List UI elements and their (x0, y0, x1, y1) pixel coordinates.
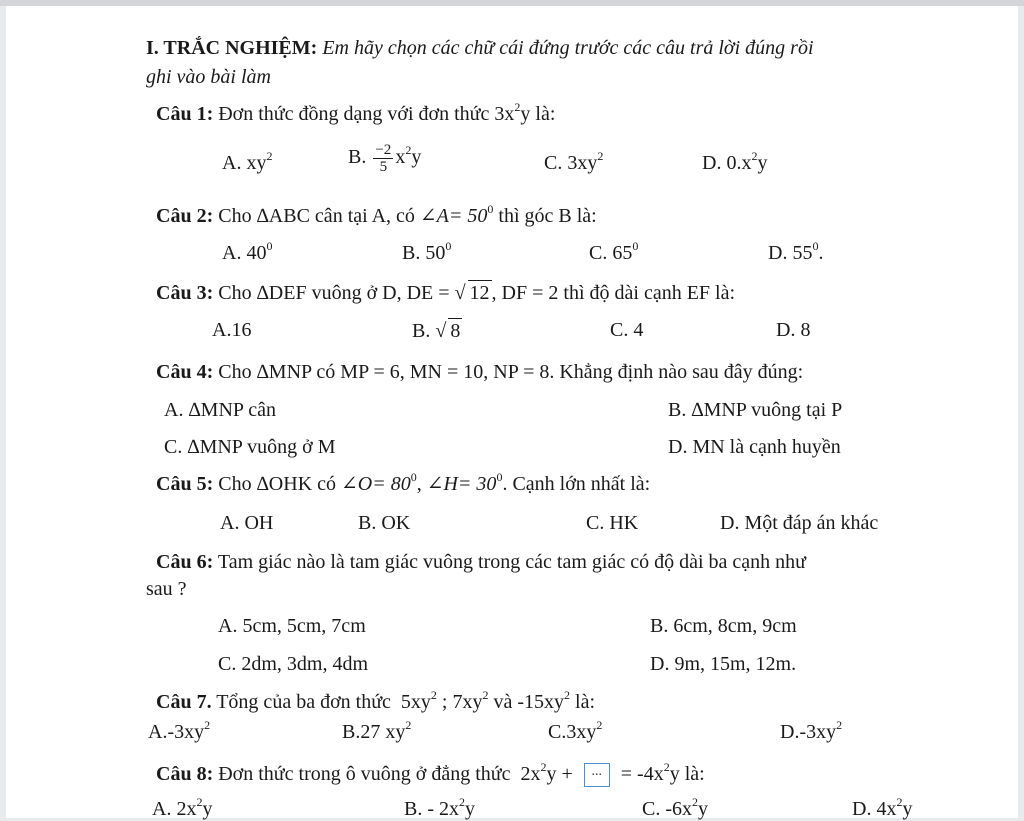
q2-option-c: C. $65^0$ (589, 239, 639, 264)
q5-option-c: C. HK (586, 512, 639, 534)
document-page (6, 6, 1018, 818)
q5-option-a: A. OH (220, 512, 274, 534)
q5-option-d: D. Một đáp án khác (720, 512, 879, 534)
question-label: Câu 8: (156, 763, 214, 785)
q3-option-b: B. √ 8 (412, 320, 461, 342)
q2-option-d: D. $55^0$. (768, 239, 824, 264)
question-text: Tổng của ba đơn thức (216, 691, 391, 713)
question-1: Câu 1: Đơn thức đồng dạng với đơn thức $3x^2y$ là: (156, 100, 556, 125)
sqrt-expr: √ 12 (454, 282, 490, 304)
q8-option-d: D. $4x^2y$ (852, 795, 913, 820)
q3-option-c: C. 4 (610, 319, 644, 341)
q4-option-a: A. ∆MNP cân (164, 399, 277, 421)
q1-option-c: C. $3xy^2$ (544, 149, 604, 174)
q7-option-b: B.27 $xy^2$ (342, 718, 412, 743)
q2-option-a: A. $40^0$ (222, 239, 273, 264)
question-label: Câu 7. (156, 691, 212, 713)
question-4 (156, 360, 803, 384)
question-6-cont: sau ? (146, 578, 187, 600)
question-text: Cho ∆MNP có MP = 6, MN = 10, NP = 8. Khẳng định nào sau đây đúng: (218, 361, 804, 383)
question-label: Câu 2: (156, 205, 214, 227)
q3-option-a: A.16 (212, 319, 252, 341)
angle-expr: ∠A= 50 (419, 205, 488, 227)
question-label: Câu 4: (156, 361, 214, 383)
q6-option-d: D. 9m, 15m, 12m. (650, 653, 797, 675)
q7-option-d: $D.-3xy^2$ (780, 718, 843, 743)
question-label: Câu 3: (156, 282, 214, 304)
q1-option-d: D. $0.x^2y$ (702, 149, 768, 174)
section-title: I. TRẮC NGHIỆM: (146, 37, 318, 59)
question-5: Câu 5: Cho ∆OHK có ∠O= $80^0$, ∠H= $30^0$. Cạnh lớn nhất là: (156, 470, 651, 495)
question-label: Câu 5: (156, 473, 214, 495)
q4-option-b: B. ∆MNP vuông tại P (668, 399, 843, 421)
q4-option-d: D. MN là cạnh huyền (668, 436, 841, 458)
section-heading (146, 36, 814, 60)
question-6 (156, 550, 806, 574)
math-expr: $3x^2y$ (494, 100, 531, 125)
q6-option-b: B. 6cm, 8cm, 9cm (650, 615, 797, 637)
fraction: $\frac{-2}{5}$ (375, 142, 392, 175)
question-label: Câu 1: (156, 103, 214, 125)
instruction-text-cont: ghi vào bài làm (146, 66, 271, 88)
question-7: Câu 7. Tổng của ba đơn thức $5xy^2$ ; $7xy^2$ và $-15xy^2$ là: (156, 688, 596, 713)
q8-option-c: C. $-6x^2y$ (642, 795, 708, 820)
question-8: Câu 8: Đơn thức trong ô vuông ở đẳng thức $2x^2y$ + ... = $-4x^2y$ là: (156, 762, 705, 787)
question-text: Cho ∆OHK có (218, 473, 337, 495)
question-text: Cho ∆DEF vuông ở D, DE = (218, 282, 450, 304)
q8-option-b: B. - $2x^2y$ (404, 795, 475, 820)
question-text: Đơn thức đồng dạng với đơn thức (218, 103, 490, 125)
question-text: Cho ∆ABC cân tại A, có (218, 205, 415, 227)
question-2: Câu 2: Cho ∆ABC cân tại A, có ∠A= $50^0$ thì góc B là: (156, 202, 597, 227)
q5-option-b: B. OK (358, 512, 411, 534)
q8-option-a: A. $2x^2y$ (152, 795, 213, 820)
q7-option-a: $A.-3xy^2$ (148, 718, 211, 743)
q6-option-a: A. 5cm, 5cm, 7cm (218, 615, 366, 637)
question-text: Đơn thức trong ô vuông ở đẳng thức (218, 763, 511, 785)
q2-option-b: B. $50^0$ (402, 239, 452, 264)
q7-option-c: $C.3xy^2$ (548, 718, 603, 743)
instruction-text: Em hãy chọn các chữ cái đứng trước các câu trả lời đúng rồi (322, 37, 814, 59)
q1-option-a: A. $xy^2$ (222, 149, 273, 174)
q6-option-c: C. 2dm, 3dm, 4dm (218, 653, 369, 675)
question-label: Câu 6: (156, 551, 214, 573)
question-text: Tam giác nào là tam giác vuông trong các tam giác có độ dài ba cạnh như (217, 551, 806, 573)
q1-option-b: B. $\frac{-2}{5}$ $x^2y$ (348, 142, 422, 175)
question-3: Câu 3: Cho ∆DEF vuông ở D, DE = √ 12 , DF = 2 thì độ dài cạnh EF là: (156, 282, 736, 304)
blank-box: ... (584, 763, 610, 787)
q4-option-c: C. ∆MNP vuông ở M (164, 436, 336, 458)
q3-option-d: D. 8 (776, 319, 811, 341)
